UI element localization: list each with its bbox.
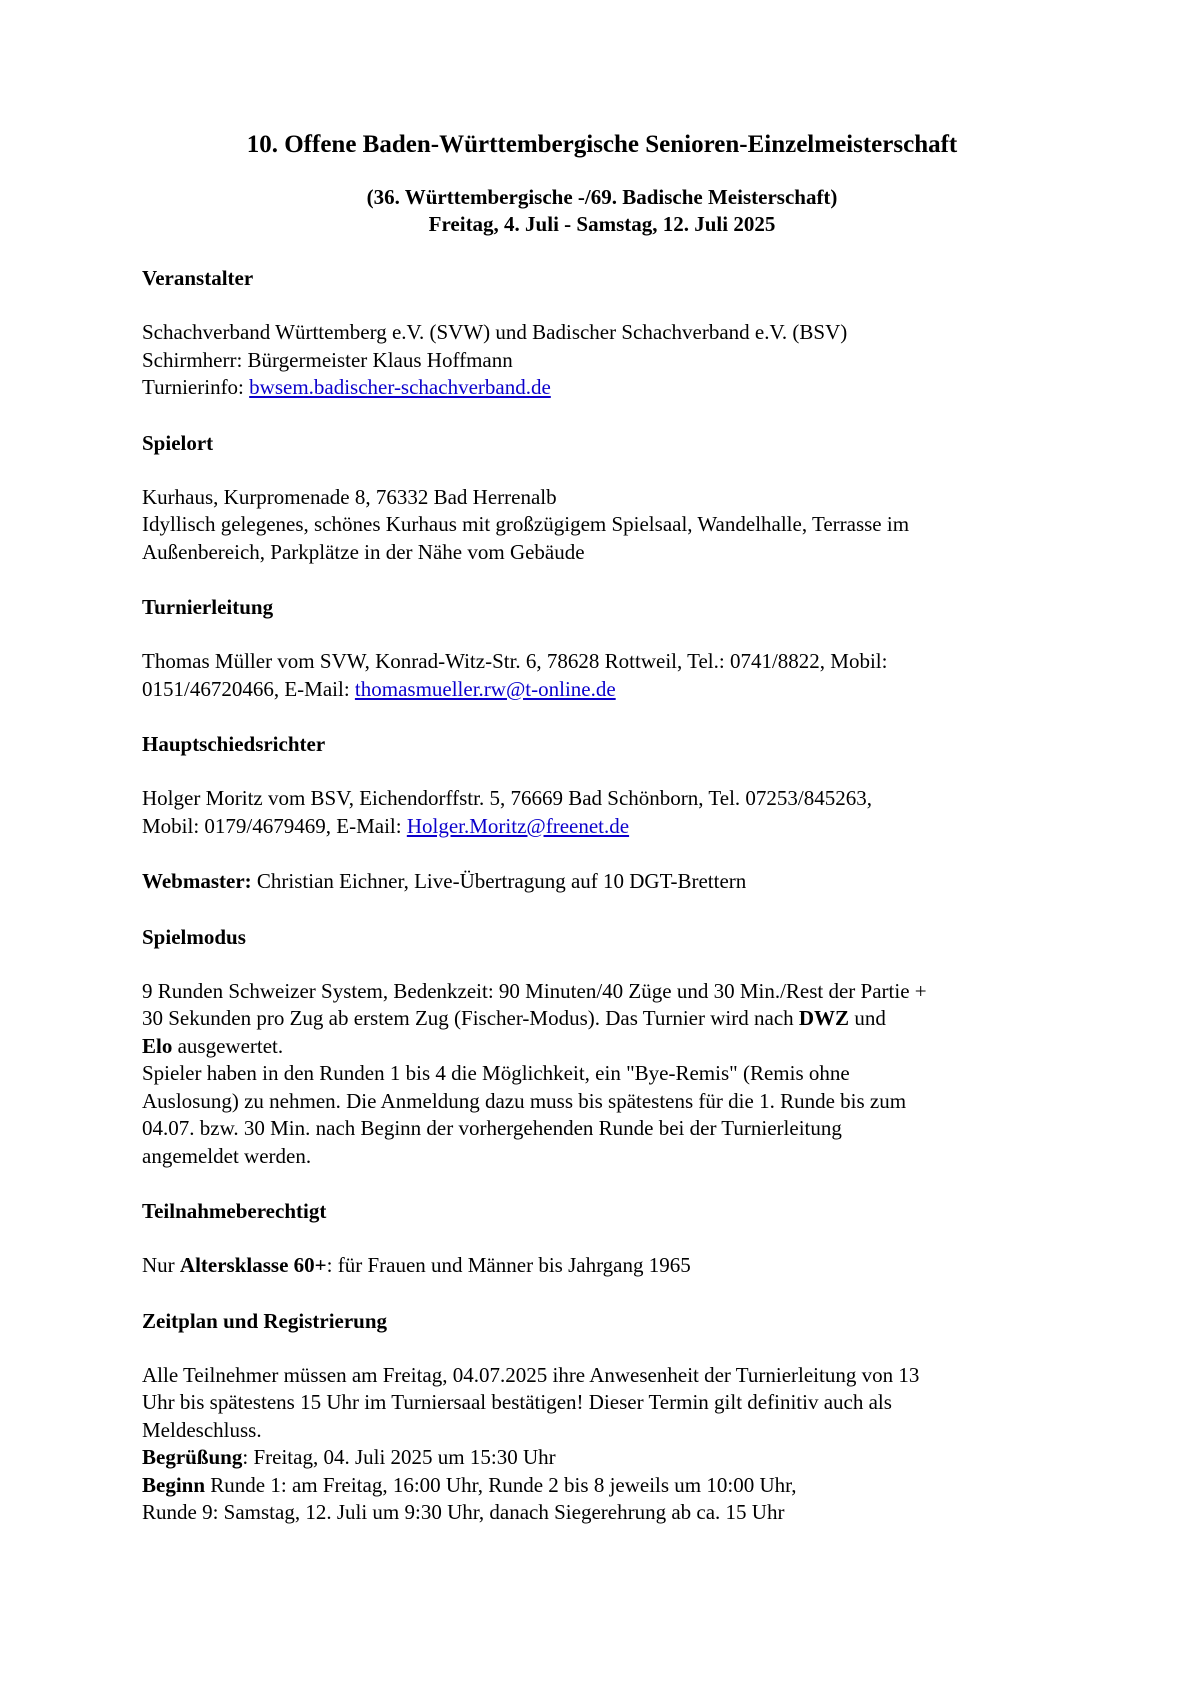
document-page (142, 130, 1062, 1527)
start-line (142, 1472, 1062, 1500)
mode-line-2-text: 30 Sekunden pro Zug ab erstem Zug (Fischer-Modus). Das Turnier wird nach (142, 1006, 799, 1030)
eligibility-line (142, 1252, 1062, 1280)
section-heading-veranstalter: Veranstalter (142, 266, 254, 290)
section-heading-spielmodus: Spielmodus (142, 924, 246, 949)
arbiter-contact-line-1: Holger Moritz vom BSV, Eichendorffstr. 5, 76669 Bad Schönborn, Tel. 07253/845263, (142, 786, 872, 810)
age-class-label: Altersklasse 60+ (179, 1253, 327, 1277)
webmaster-label: Webmaster: (142, 869, 252, 893)
start-text: Runde 1: am Freitag, 16:00 Uhr, Runde 2 bis 8 jeweils um 10:00 Uhr, (205, 1472, 797, 1497)
section-heading-teilnahme: Teilnahmeberechtigt (142, 1199, 327, 1223)
arbiter-contact-line-2 (142, 813, 1062, 841)
director-email-link[interactable]: thomasmueller.rw@t-online.de (354, 676, 616, 701)
tournament-info-label: Turnierinfo: (142, 375, 250, 399)
mode-line-5: Auslosung) zu nehmen. Die Anmeldung dazu muss bis spätestens für die 1. Runde bis zum (142, 1088, 907, 1113)
section-turnierleitung (142, 594, 1062, 703)
mode-line-7: angemeldet werden. (142, 1143, 312, 1168)
document-title: 10. Offene Baden-Württembergische Senioren-Einzelmeisterschaft (246, 131, 958, 158)
welcome-text: : Freitag, 04. Juli 2025 um 15:30 Uhr (242, 1445, 556, 1469)
section-heading-spielort: Spielort (142, 430, 214, 455)
section-heading-hauptschiedsrichter: Hauptschiedsrichter (142, 732, 326, 756)
mode-line-2 (142, 1005, 1062, 1033)
schedule-line-1: Alle Teilnehmer müssen am Freitag, 04.07.2025 ihre Anwesenheit der Turnierleitung von 13 (142, 1362, 920, 1387)
director-phone-label: 0151/46720466, E-Mail: (142, 676, 355, 701)
eligibility-prefix: Nur (142, 1253, 180, 1277)
welcome-label: Begrüßung (142, 1445, 243, 1469)
document-subtitle: (36. Württembergische -/69. Badische Meisterschaft) (366, 185, 838, 209)
section-spielmodus (142, 924, 1062, 1171)
webmaster-line (142, 868, 1062, 896)
section-veranstalter (142, 265, 1062, 402)
director-contact-line-2 (142, 676, 1062, 704)
webmaster-text: Christian Eichner, Live-Übertragung auf 10 DGT-Brettern (251, 869, 747, 893)
document-dates: Freitag, 4. Juli - Samstag, 12. Juli 2025 (428, 212, 776, 236)
eligibility-suffix: : für Frauen und Männer bis Jahrgang 1965 (326, 1253, 691, 1277)
final-round-line: Runde 9: Samstag, 12. Juli um 9:30 Uhr, danach Siegerehrung ab ca. 15 Uhr (142, 1500, 785, 1524)
director-contact-line-1: Thomas Müller vom SVW, Konrad-Witz-Str. 6, 78628 Rottweil, Tel.: 0741/8822, Mobil: (142, 649, 888, 673)
patron-text: Schirmherr: Bürgermeister Klaus Hoffmann (142, 347, 513, 372)
start-label: Beginn (142, 1472, 206, 1497)
arbiter-phone-label: Mobil: 0179/4679469, E-Mail: (142, 813, 407, 838)
tournament-info-line (142, 374, 1062, 402)
section-heading-turnierleitung: Turnierleitung (142, 595, 274, 619)
tournament-info-link[interactable]: bwsem.badischer-schachverband.de (249, 375, 551, 399)
arbiter-email-link[interactable]: Holger.Moritz@freenet.de (406, 813, 630, 838)
mode-line-1: 9 Runden Schweizer System, Bedenkzeit: 90 Minuten/40 Züge und 30 Min./Rest der Partie + (142, 978, 927, 1003)
schedule-line-3: Meldeschluss. (142, 1417, 262, 1442)
mode-line-6: 04.07. bzw. 30 Min. nach Beginn der vorhergehenden Runde bei der Turnierleitung (142, 1116, 842, 1140)
organizers-text: Schachverband Württemberg e.V. (SVW) und Badischer Schachverband e.V. (BSV) (142, 320, 848, 344)
venue-address: Kurhaus, Kurpromenade 8, 76332 Bad Herrenalb (142, 484, 557, 509)
section-spielort (142, 430, 1062, 567)
section-zeitplan (142, 1308, 1062, 1527)
section-webmaster (142, 868, 1062, 896)
venue-description-line-1: Idyllisch gelegenes, schönes Kurhaus mit großzügigem Spielsaal, Wandelhalle, Terrasse im (142, 512, 910, 536)
welcome-line (142, 1444, 1062, 1472)
schedule-line-2: Uhr bis spätestens 15 Uhr im Turniersaal bestätigen! Dieser Termin gilt definitiv auch als (142, 1390, 892, 1414)
dwz-label: DWZ (798, 1006, 850, 1030)
venue-description-line-2: Außenbereich, Parkplätze in der Nähe vom Gebäude (142, 539, 585, 564)
mode-line-4: Spieler haben in den Runden 1 bis 4 die Möglichkeit, ein "Bye-Remis" (Remis ohne (142, 1061, 850, 1085)
mode-line-2-suffix: und (849, 1006, 886, 1030)
mode-line-3-suffix: ausgewertet. (172, 1033, 284, 1058)
elo-label: Elo (142, 1033, 173, 1058)
section-teilnahme (142, 1198, 1062, 1280)
section-heading-zeitplan: Zeitplan und Registrierung (142, 1308, 388, 1333)
section-hauptschiedsrichter (142, 731, 1062, 840)
mode-line-3 (142, 1033, 1062, 1061)
